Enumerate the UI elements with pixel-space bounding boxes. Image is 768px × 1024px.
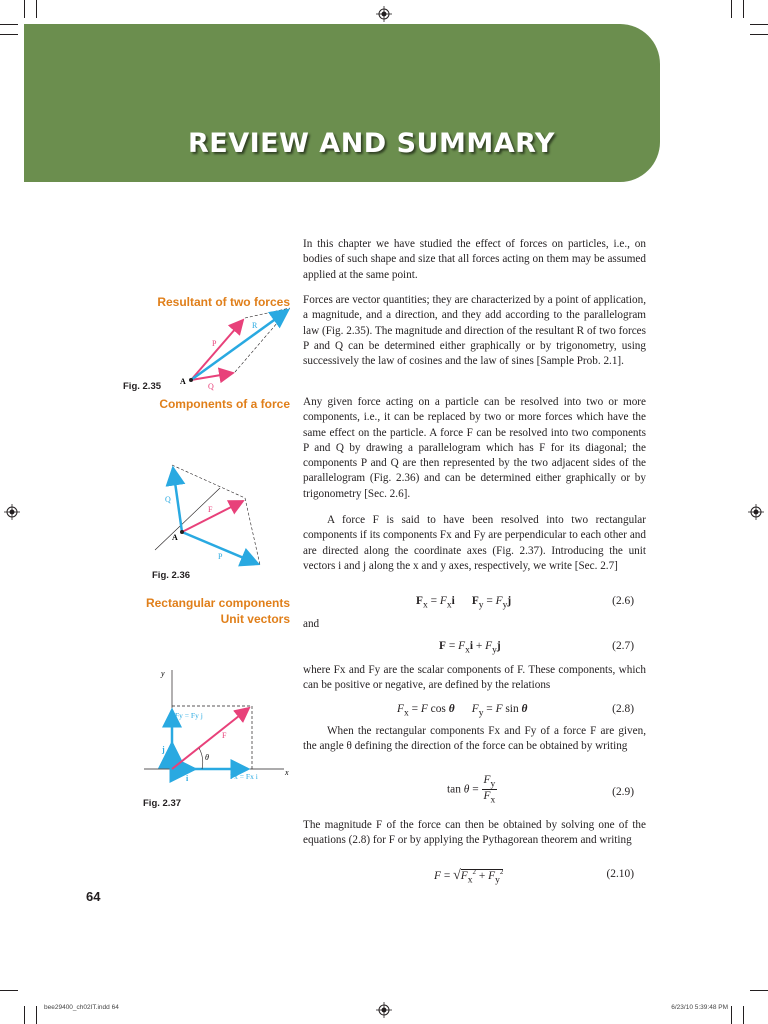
paragraph-intro: In this chapter we have studied the effect of forces on particles, i.e., on bodies of such shape and size that all forces acting on them may be assumed applied at the same point. [303,238,646,281]
fig237-label-f: F [222,731,227,740]
fig237-label-j: j [162,745,165,754]
equation-2-7: $F = F_xi + F_yj$ (2.7) [439,640,634,656]
fig-label-2-35: Fig. 2.35 [123,381,162,392]
crop-mark [750,24,768,25]
fig237-label-fy: Fy = Fy j [175,711,203,720]
crop-mark [24,0,25,18]
equation-2-10: $F = √F_x^2 + F_y^2$ (2.10) [434,868,634,886]
equation-2-8: $F_x = F$ cos θ $F_y = F$ sin θ (2.8) [397,703,634,719]
side-head-resultant: Resultant of two forces [157,295,290,309]
figure-2-36 [150,440,290,580]
figure-2-35 [180,300,300,392]
fig236-label-p: P [218,552,223,561]
paragraph-components: Any given force acting on a particle can be resolved into two or more components, i.e., it can be replaced by two or more forces which have the same effect on the particle. A force F can be resolved into two components P and Q by drawing a parallelogram which has F for its diagonal; the components P and Q are then represented by the two adjacent sides of the parallelogram (Fig. 2.36) and can be determined either graphically or by trigonometry [Sec. 2.6]. [303,396,646,500]
side-head-components: Components of a force [159,397,290,411]
side-head-rectangular: Rectangular components [145,596,290,610]
fig-label-2-37: Fig. 2.37 [143,798,182,809]
crop-mark [731,1006,732,1024]
fig235-label-p: P [212,339,217,348]
fig235-label-r: R [252,321,258,330]
slug-date: 6/23/10 5:39:48 PM [671,1004,728,1011]
fig235-point-a: A [180,377,186,386]
crop-mark [0,990,18,991]
paragraph-magnitude: The magnitude F of the force can then be obtained by solving one of the equations (2.8) for F or by applying the Pythagorean theorem and writing [303,819,646,847]
text-and: and [303,618,320,630]
fig236-label-q: Q [165,495,171,504]
paragraph-scalar: where Fx and Fy are the scalar components of F. These components, which can be positive or negative, are defined by the relations [303,664,646,692]
fig237-label-theta: θ [205,753,209,762]
crop-mark [743,0,744,18]
registration-mark-icon [4,504,20,520]
crop-mark [0,34,18,35]
page-number: 64 [86,889,101,904]
page-title: REVIEW AND SUMMARY [188,128,555,159]
equation-2-9: tan θ = $\frac{F_y}{F_x}$ (2.9) [447,774,634,806]
fig236-label-f: F [208,505,213,514]
fig237-label-fx: Fx = Fx i [230,772,258,781]
crop-mark [36,0,37,18]
fig237-label-x: x [285,768,289,777]
paragraph-angle: When the rectangular components Fx and Fy of a force F are given, the angle θ defining the direction of the force can be obtained by writing [303,725,646,753]
crop-mark [24,1006,25,1024]
crop-mark [750,990,768,991]
equation-2-6: $F_x = F_xi$ $F_y = F_yj$ (2.6) [416,595,634,611]
registration-mark-icon [376,1002,392,1018]
fig-label-2-36: Fig. 2.36 [152,570,191,581]
crop-mark [0,24,18,25]
crop-mark [36,1006,37,1024]
crop-mark [731,0,732,18]
crop-mark [750,34,768,35]
crop-mark [743,1006,744,1024]
figure-2-37 [144,662,294,790]
registration-mark-icon [748,504,764,520]
fig236-point-a: A [172,533,178,542]
registration-mark-icon [376,6,392,22]
side-head-unit-vectors: Unit vectors [220,612,290,626]
fig237-label-i: i [186,774,189,783]
fig235-label-q: Q [208,382,214,391]
paragraph-rectangular: A force F is said to have been resolved into two rectangular components if its components Fx and Fy are perpendicular to each other and are directed along the coordinate axes (Fig. 2.37). Introducing the unit vectors i and j along the x and y axes, respectively, we write [Sec. 2.7] [303,514,646,572]
fig237-label-y: y [161,669,165,678]
paragraph-vectors: Forces are vector quantities; they are characterized by a point of application, a magnitude, and a direction, and they add according to the parallelogram law (Fig. 2.35). The magnitude and direction of the resultant R of two forces P and Q can be determined either graphically or by trigonometry, using successively the law of cosines and the law of sines [Sample Prob. 2.1]. [303,294,646,368]
slug-file: bee29400_ch02IT.indd 64 [44,1004,119,1011]
